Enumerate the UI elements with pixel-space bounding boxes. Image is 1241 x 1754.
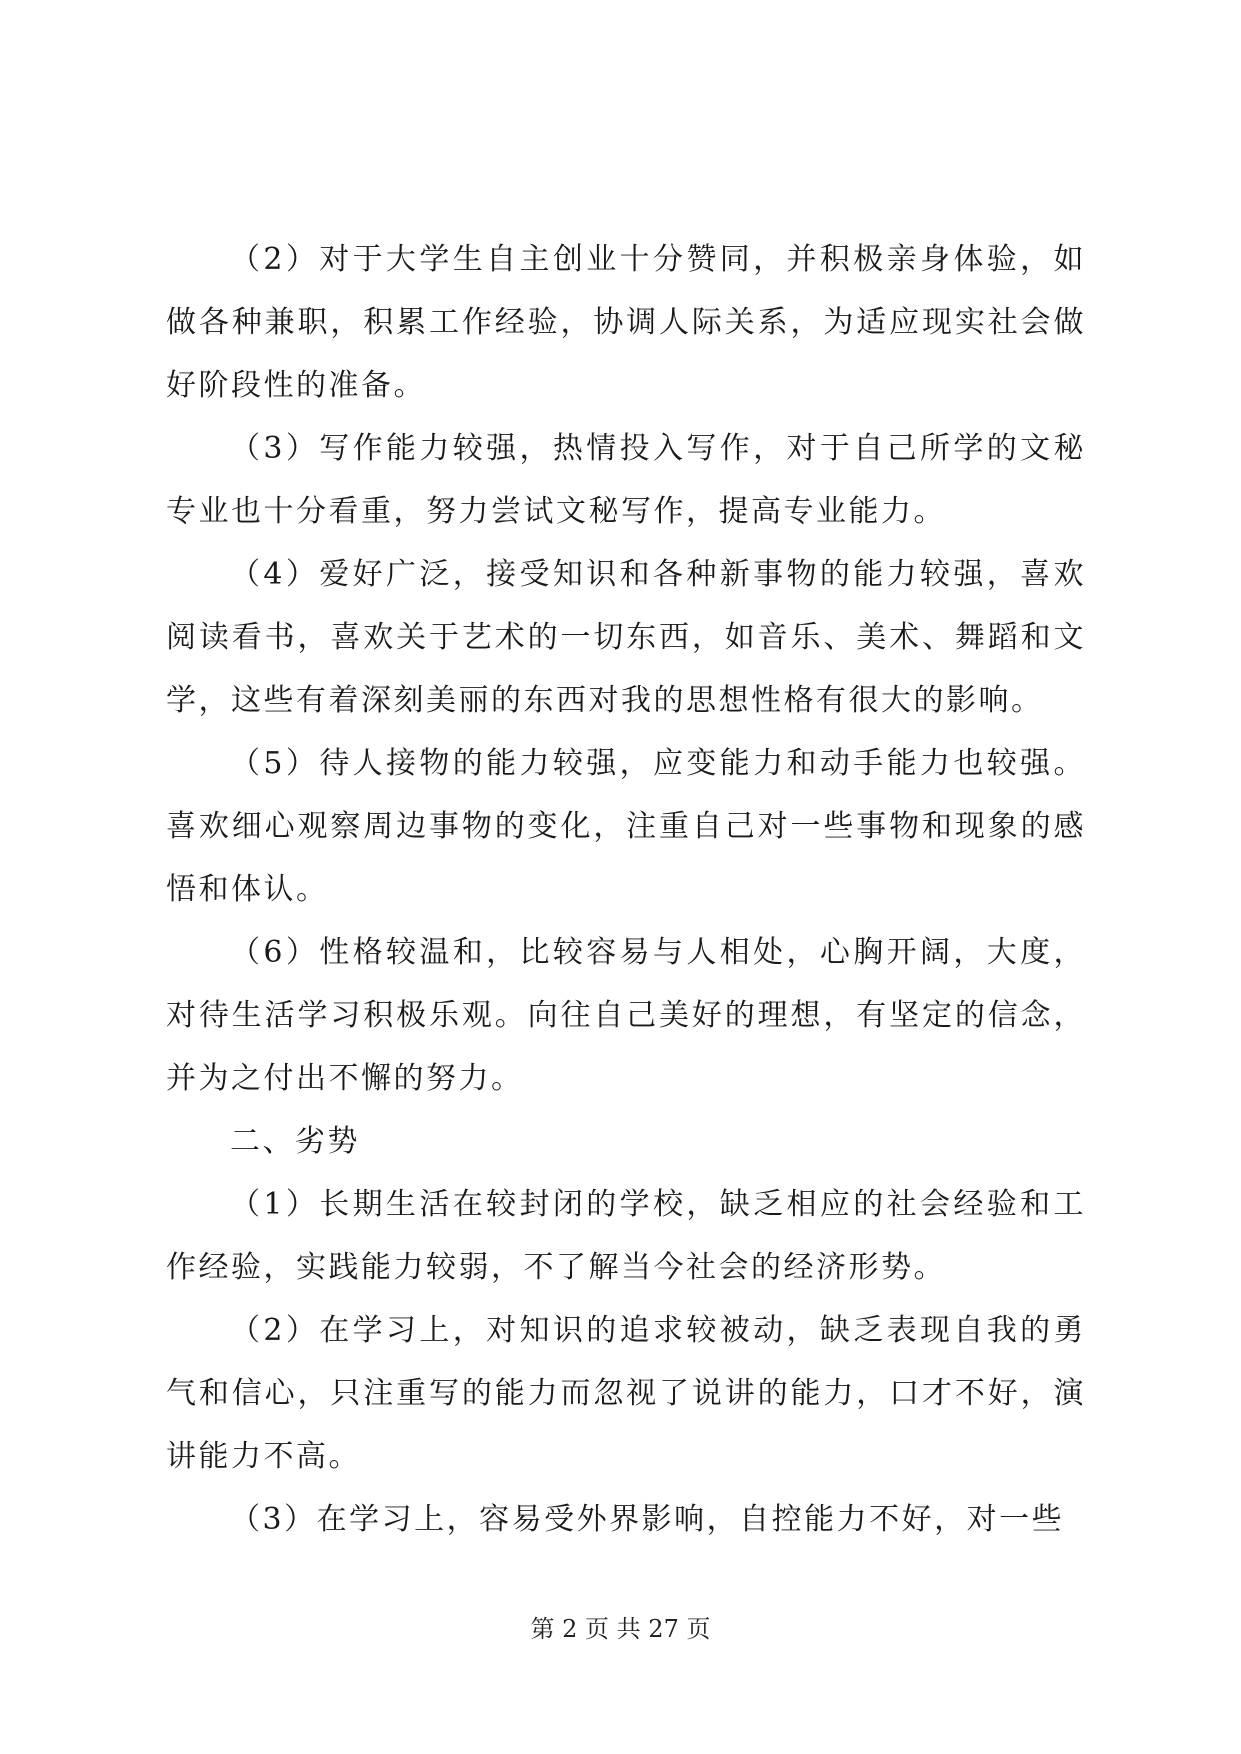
paragraph-weakness-3: （3）在学习上，容易受外界影响，自控能力不好，对一些 [230, 1502, 1065, 1537]
paragraph-strength-5: （5）待人接物的能力较强，应变能力和动手能力也较强。喜欢细心观察周边事物的变化，注重自己对一些事物和现象的感悟和体认。 [166, 746, 1086, 907]
section-heading-weakness: 二、劣势 [230, 1124, 360, 1159]
page-footer: 第 2 页 共 27 页 [530, 1615, 711, 1643]
paragraph-weakness-2: （2）在学习上，对知识的追求较被动，缺乏表现自我的勇气和信心，只注重写的能力而忽视了说讲的能力，口才不好，演讲能力不高。 [166, 1313, 1086, 1474]
paragraph-weakness-1: （1）长期生活在较封闭的学校，缺乏相应的社会经验和工作经验，实践能力较弱，不了解当今社会的经济形势。 [166, 1187, 1086, 1285]
paragraph-strength-2: （2）对于大学生自主创业十分赞同，并积极亲身体验，如做各种兼职，积累工作经验，协调人际关系，为适应现实社会做好阶段性的准备。 [166, 242, 1086, 403]
paragraph-strength-6: （6）性格较温和，比较容易与人相处，心胸开阔，大度，对待生活学习积极乐观。向往自己美好的理想，有坚定的信念，并为之付出不懈的努力。 [166, 935, 1086, 1096]
body-text [166, 228, 1086, 1551]
paragraph-strength-3: （3）写作能力较强，热情投入写作，对于自己所学的文秘专业也十分看重，努力尝试文秘写作，提高专业能力。 [166, 431, 1086, 529]
paragraph-strength-4: （4）爱好广泛，接受知识和各种新事物的能力较强，喜欢阅读看书，喜欢关于艺术的一切东西，如音乐、美术、舞蹈和文学，这些有着深刻美丽的东西对我的思想性格有很大的影响。 [166, 557, 1086, 718]
